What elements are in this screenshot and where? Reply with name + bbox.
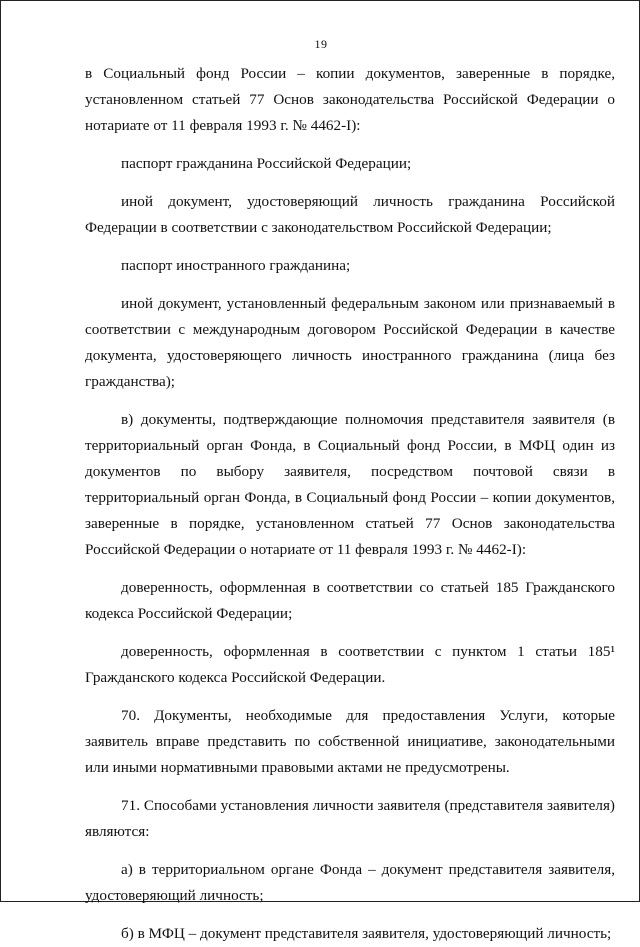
- paragraph-other-id-foreign: иной документ, установленный федеральным законом или признаваемый в соответствии с международным договором Российской Федерации в качестве документа, удостоверяющего личность иностранного гражданина (лица без гражданства);: [85, 295, 615, 390]
- paragraph-power-of-attorney-185: доверенность, оформленная в соответствии со статьей 185 Гражданского кодекса Российской Федерации;: [85, 579, 615, 622]
- paragraph-foreign-passport: паспорт иностранного гражданина;: [121, 257, 351, 274]
- paragraph-other-id-rf: иной документ, удостоверяющий личность гражданина Российской Федерации в соответствии с законодательством Российской Федерации;: [85, 193, 615, 236]
- paragraph-clause-71: 71. Способами установления личности заявителя (представителя заявителя) являются:: [85, 797, 615, 840]
- paragraph-power-of-attorney-185-1: доверенность, оформленная в соответствии с пунктом 1 статьи 185¹ Гражданского кодекса Российской Федерации.: [85, 643, 615, 686]
- paragraph-clause-70: 70. Документы, необходимые для предоставления Услуги, которые заявитель вправе представить по собственной инициативе, законодательными или иными нормативными правовыми актами не предусмотрены.: [85, 707, 615, 776]
- paragraph-item-a: а) в территориальном органе Фонда – документ представителя заявителя, удостоверяющий личность;: [85, 861, 615, 904]
- page-number: 19: [314, 37, 328, 51]
- document-body: [85, 61, 615, 947]
- paragraph-intro-continuation: в Социальный фонд России – копии документов, заверенные в порядке, установленном статьей 77 Основ законодательства Российской Федерации о нотариате от 11 февраля 1993 г. № 4462-I):: [85, 65, 615, 134]
- paragraph-item-b: б) в МФЦ – документ представителя заявителя, удостоверяющий личность;: [121, 925, 612, 942]
- paragraph-item-v: в) документы, подтверждающие полномочия представителя заявителя (в территориальный орган Фонда, в Социальный фонд России, в МФЦ один из документов по выбору заявителя, посредством почтовой связи в территориальный орган Фонда, в Социальный фонд России – копии документов, заверенные в порядке, установленном статьей 77 Основ законодательства Российской Федерации о нотариате от 11 февраля 1993 г. № 4462-I):: [85, 411, 615, 558]
- paragraph-passport-rf: паспорт гражданина Российской Федерации;: [121, 155, 412, 172]
